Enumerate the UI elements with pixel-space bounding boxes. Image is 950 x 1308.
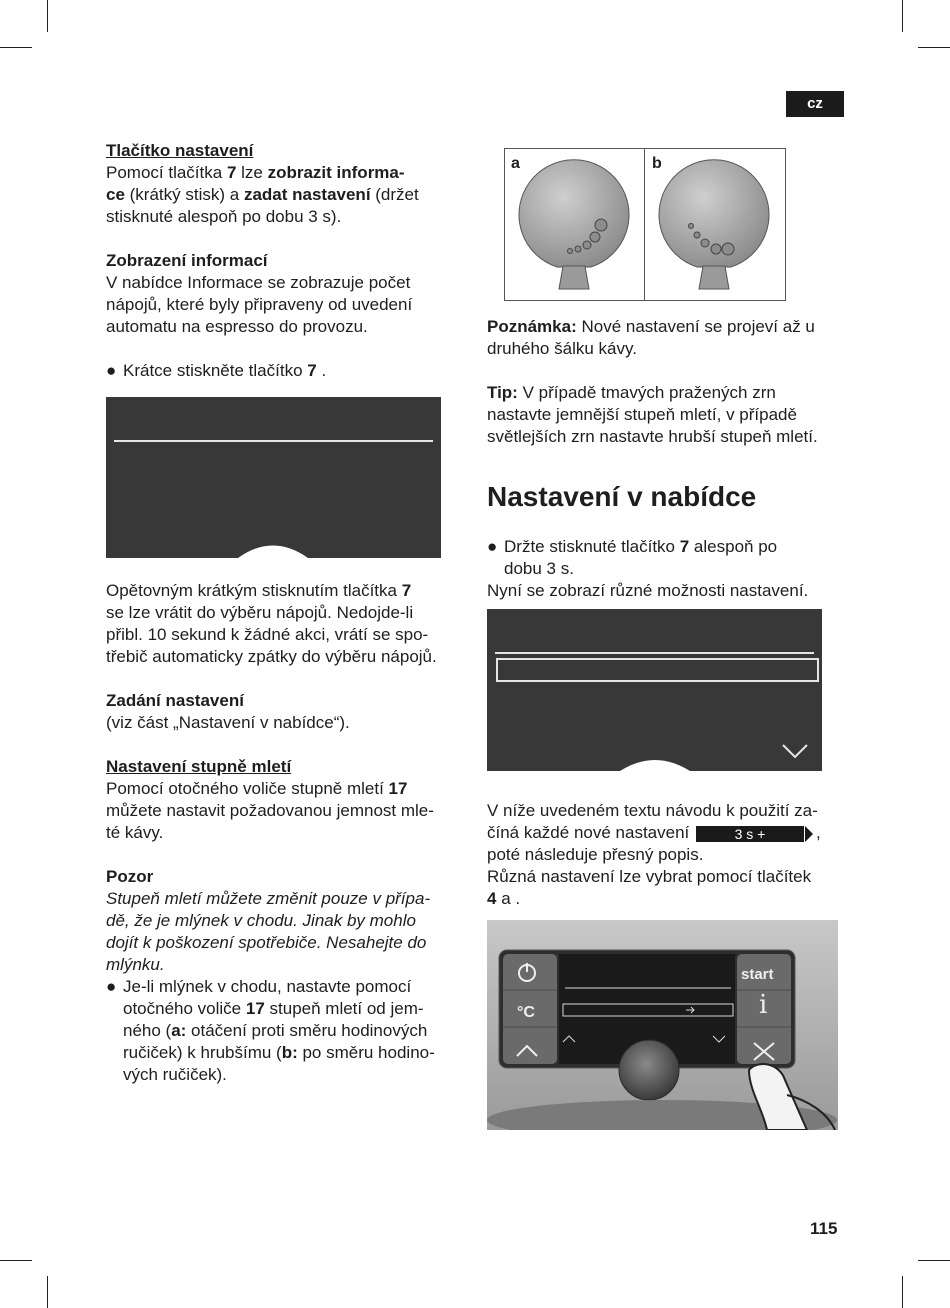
section-title: Zobrazení informací — [106, 251, 268, 270]
settings-screen-display — [487, 609, 822, 771]
language-badge: cz — [786, 91, 844, 117]
section-info-display: Zobrazení informací V nabídce Informace se zobrazuje počet nápojů, které byly připraveny od uvedení automatu na espresso do provozu. — [106, 251, 413, 336]
display-graphic — [487, 609, 822, 771]
celsius-icon: °C — [517, 1004, 535, 1021]
crop-mark — [0, 47, 32, 48]
instruction-bullet: ● Držte stisknuté tlačítko 7 alespoň po dobu 3 s. — [487, 537, 778, 578]
start-button-label: start — [741, 966, 774, 983]
info-screen-display — [106, 397, 441, 558]
panel-illustration — [487, 920, 838, 1130]
figure-label-a: a — [511, 155, 520, 172]
display-graphic — [106, 397, 441, 558]
settings-description: V níže uvedeném textu návodu k použití za- číná každé nové nastavení 3 s + , poté následuje přesný popis. Různá nastavení lze vybrat pomocí tlačítek 4 a . — [487, 801, 821, 908]
grinder-dial-figure — [504, 148, 786, 301]
crop-mark — [918, 47, 950, 48]
crop-mark — [47, 0, 48, 32]
section-title: Zadání nastavení — [106, 691, 244, 710]
crop-mark — [47, 1276, 48, 1308]
section-grind-setting: Nastavení stupně mletí Pomocí otočného voliče stupně mletí 17 můžete nastavit požadovanou jemnost mle- té kávy. — [106, 757, 434, 842]
control-panel-photo — [487, 920, 838, 1130]
bullet-dot: ● — [487, 537, 498, 556]
section-caution: Pozor Stupeň mletí můžete změnit pouze v přípa- dě, že je mlýnek v chodu. Jinak by mohlo dojít k poškození spotřebiče. Nesahejte do mlýnku. ● Je-li mlýnek v chodu, nastavte pomocí otočného voliče 17 stupeň mletí od jem- ného (a: otáčení proti směru hodinových ručiček) k hrubšímu (b: po směru hodino- vých ručiček). — [106, 867, 435, 1084]
bullet-dot: ● — [106, 977, 117, 996]
section-settings-button: Tlačítko nastavení Pomocí tlačítka 7 lze zobrazit informa- ce (krátký stisk) a zadat nastavení (držet stisknuté alespoň po dobu 3 s). — [106, 141, 419, 226]
crop-mark — [0, 1260, 32, 1261]
note-paragraph: Poznámka: Nové nastavení se projeví až u druhého šálku kávy. — [487, 317, 815, 358]
crop-mark — [918, 1260, 950, 1261]
section-title: Tlačítko nastavení — [106, 141, 254, 160]
info-icon: i — [759, 990, 768, 1020]
arrow-right-icon — [805, 826, 813, 842]
instruction-bullet: ● Krátce stiskněte tlačítko 7 . — [106, 361, 327, 380]
page-number: 115 — [810, 1219, 838, 1238]
crop-mark — [902, 1276, 903, 1308]
crop-mark — [902, 0, 903, 32]
hold-3s-badge: 3 s + — [696, 826, 804, 842]
instruction-bullet: ● Je-li mlýnek v chodu, nastavte pomocí otočného voliče 17 stupeň mletí od jem- ného (a: otáčení proti směru hodinových ručiček) k hrubšímu (b: po směru hodino- vých ručiček). — [106, 977, 435, 1084]
bullet-dot: ● — [106, 361, 117, 380]
section-title: Nastavení stupně mletí — [106, 757, 292, 776]
grinder-dial-illustration — [505, 149, 785, 300]
section-enter-settings: Zadání nastavení (viz část „Nastavení v nabídce“). — [106, 691, 350, 732]
menu-settings-intro: ● Držte stisknuté tlačítko 7 alespoň po dobu 3 s. Nyní se zobrazí různé možnosti nastavení. — [487, 537, 809, 600]
tip-paragraph: Tip: V případě tmavých pražených zrn nastavte jemnější stupeň mletí, v případě světlejších zrn nastavte hrubší stupeň mletí. — [487, 383, 818, 446]
figure-label-b: b — [652, 155, 662, 172]
section-title: Pozor — [106, 867, 154, 886]
section-return: Opětovným krátkým stisknutím tlačítka 7 se lze vrátit do výběru nápojů. Nedojde-li přibl. 10 sekund k žádné akci, vrátí se spo- třebič automaticky zpátky do výběru nápojů. — [106, 581, 437, 666]
page-heading: Nastavení v nabídce — [487, 481, 757, 512]
